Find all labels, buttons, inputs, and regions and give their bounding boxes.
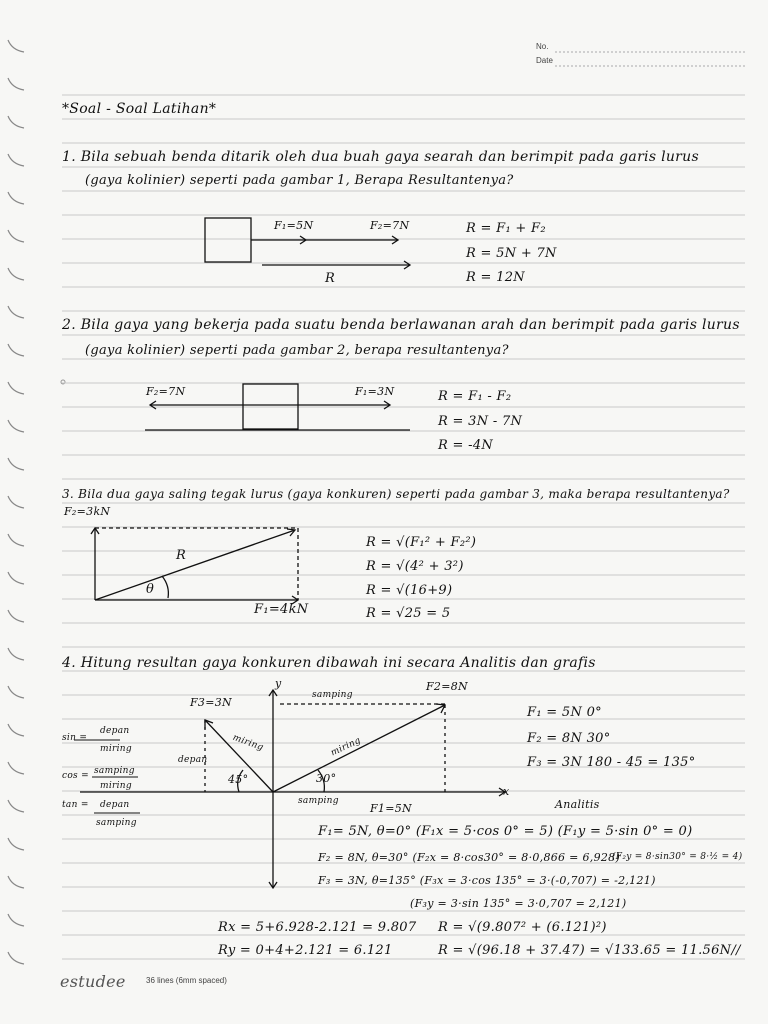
q4-list2: F₂ = 8N 30°: [527, 731, 611, 746]
q3-f2-label: F₂=3kN: [64, 505, 111, 518]
q2-step2: R = 3N - 7N: [438, 414, 523, 429]
no-label: No.: [536, 42, 549, 51]
q3-step3: R = √(16+9): [366, 583, 453, 598]
q3-diagram: [91, 528, 298, 604]
page-title: *Soal - Soal Latihan*: [62, 101, 217, 117]
q4-miring-right: miring: [329, 735, 363, 759]
cos-num: samping: [94, 766, 135, 776]
q4-calc1: F₁= 5N, θ=0° (F₁x = 5·cos 0° = 5) (F₁y = 5·sin 0° = 0): [318, 824, 693, 839]
q4-samping-top: samping: [312, 690, 353, 700]
q4-list3: F₃ = 3N 180 - 45 = 135°: [527, 755, 696, 770]
q2-step3: R = -4N: [438, 438, 494, 453]
q4-calc2: F₂ = 8N, θ=30° (F₂x = 8·cos30° = 8·0,866 = 6,928): [318, 851, 621, 864]
lines-note: 36 lines (6mm spaced): [146, 976, 227, 985]
q4-calc4: (F₃y = 3·sin 135° = 3·0,707 = 2,121): [410, 897, 627, 910]
q4-f3-label: F3=3N: [190, 696, 232, 709]
cos-label: cos =: [62, 771, 89, 781]
q4-f1-label: F1=5N: [370, 802, 412, 815]
q1-r-label: R: [325, 271, 336, 286]
q4-calc2b: (F₂y = 8·sin30° = 8·½ = 4): [612, 852, 743, 862]
q4-r1: R = √(9.807² + (6.121)²): [438, 920, 607, 935]
q2-f2-label: F₂=7N: [146, 385, 186, 398]
cos-den: miring: [100, 781, 132, 791]
sin-label: sin =: [62, 733, 88, 743]
sin-num: depan: [100, 726, 130, 736]
q4-depan: depan: [178, 755, 208, 765]
q1-line1: 1. Bila sebuah benda ditarik oleh dua buah gaya searah dan berimpit pada garis lurus: [62, 149, 699, 165]
tan-den: samping: [96, 818, 137, 828]
q1-step1: R = F₁ + F₂: [466, 221, 546, 236]
sin-den: miring: [100, 744, 132, 754]
q3-r-label: R: [176, 548, 187, 563]
q3-step4: R = √25 = 5: [366, 606, 451, 621]
q4-angle30: 30°: [316, 772, 337, 785]
q4-miring-left: miring: [231, 732, 265, 754]
q2-f1-label: F₁=3N: [355, 385, 395, 398]
q4-x-label: x: [503, 785, 510, 798]
q1-line2: (gaya kolinier) seperti pada gambar 1, Berapa Resultantenya?: [85, 173, 514, 188]
q3-step2: R = √(4² + 3²): [366, 559, 464, 574]
brand-logo: estudee: [60, 972, 126, 991]
q4-analitis: Analitis: [555, 798, 600, 811]
q4-calc3: F₃ = 3N, θ=135° (F₃x = 3·cos 135° = 3·(-0,707) = -2,121): [318, 874, 656, 887]
q4-line1: 4. Hitung resultan gaya konkuren dibawah ini secara Analitis dan grafis: [62, 655, 596, 671]
date-label: Date: [536, 56, 553, 65]
q1-f2-label: F₂=7N: [370, 219, 410, 232]
q4-ry: Ry = 0+4+2.121 = 6.121: [218, 943, 393, 958]
q1-f1-label: F₁=5N: [274, 219, 314, 232]
q4-r2: R = √(96.18 + 37.47) = √133.65 = 11.56N//: [438, 943, 741, 958]
q4-angle45: 45°: [228, 773, 249, 786]
q4-rx: Rx = 5+6.928-2.121 = 9.807: [218, 920, 417, 935]
binder-rings: [8, 40, 24, 964]
q4-f2-label: F2=8N: [426, 680, 468, 693]
q4-y-label: y: [275, 677, 282, 690]
q1-step2: R = 5N + 7N: [466, 246, 557, 261]
q3-f1-label: F₁=4kN: [254, 602, 309, 617]
q2-line1: 2. Bila gaya yang bekerja pada suatu benda berlawanan arah dan berimpit pada garis lurus: [62, 317, 740, 333]
q2-step1: R = F₁ - F₂: [438, 389, 512, 404]
q2-line2: (gaya kolinier) seperti pada gambar 2, berapa resultantenya?: [85, 343, 509, 358]
tan-num: depan: [100, 800, 130, 810]
q4-list1: F₁ = 5N 0°: [527, 705, 602, 720]
q3-line1: 3. Bila dua gaya saling tegak lurus (gaya konkuren) seperti pada gambar 3, maka berapa resultantenya?: [62, 487, 730, 501]
q1-step3: R = 12N: [466, 270, 525, 285]
q3-theta-label: θ: [146, 582, 155, 597]
q3-step1: R = √(F₁² + F₂²): [366, 535, 477, 550]
q4-samping-bottom: samping: [298, 796, 339, 806]
tan-label: tan =: [62, 800, 89, 810]
